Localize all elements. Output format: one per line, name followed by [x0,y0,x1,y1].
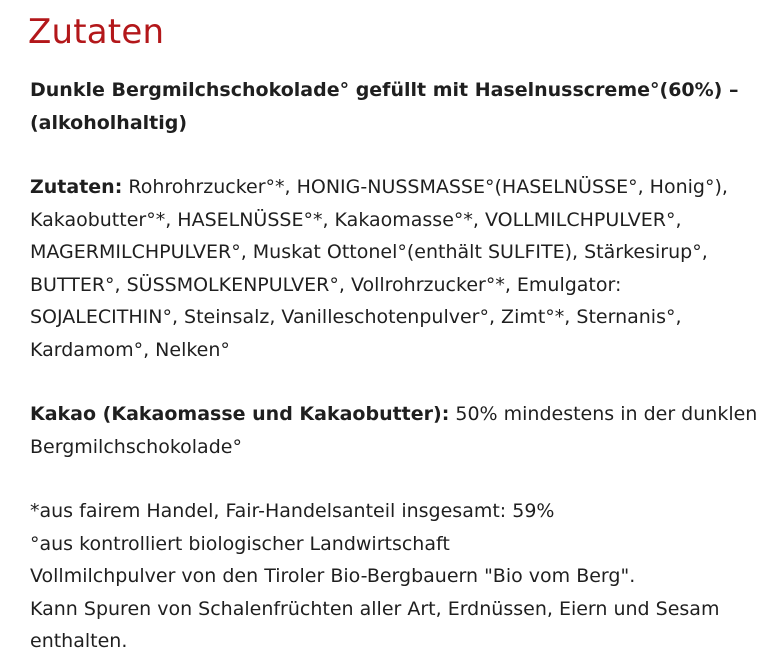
milk-powder-note: Vollmilchpulver von den Tiroler Bio-Bergbauern "Bio vom Berg". [30,565,636,587]
ingredients-content [30,74,765,658]
ingredients-paragraph [30,171,765,366]
cocoa-text: 50% mindestens in der dunklen Bergmilchschokolade° [30,403,758,458]
organic-note: °aus kontrolliert biologischer Landwirtschaft [30,532,450,555]
product-title: Dunkle Bergmilchschokolade° gefüllt mit Haselnusscreme°(60%) – (alkoholhaltig) [30,79,739,134]
cocoa-paragraph [30,398,765,463]
allergen-note: Kann Spuren von Schalenfrüchten aller Art, Erdnüssen, Eiern und Sesam enthalten. [30,597,720,652]
section-heading: Zutaten [28,12,165,52]
cocoa-label: Kakao (Kakaomasse und Kakaobutter): [30,403,450,425]
fair-trade-note: *aus fairem Handel, Fair-Handelsanteil insgesamt: 59% [30,500,555,522]
notes-paragraph [30,495,765,658]
ingredients-text: Rohrohrzucker°*, HONIG-NUSSMASSE°(HASELNÜSSE°, Honig°), Kakaobutter°*, HASELNÜSSE°*, Kakaomasse°*, VOLLMILCHPULVER°, MAGERMILCHPULVER°, Muskat Ottonel°(enthält SULFITE), Stärkesirup°, BUTTER°, SÜSSMOLKENPULVER°, Vollrohrzucker°*, Emulgator: SOJALECITHIN°, Steinsalz, Vanilleschotenpulver°, Zimt°*, Sternanis°, Kardamom°, Nelken° [30,176,728,361]
ingredients-label: Zutaten: [30,176,123,198]
